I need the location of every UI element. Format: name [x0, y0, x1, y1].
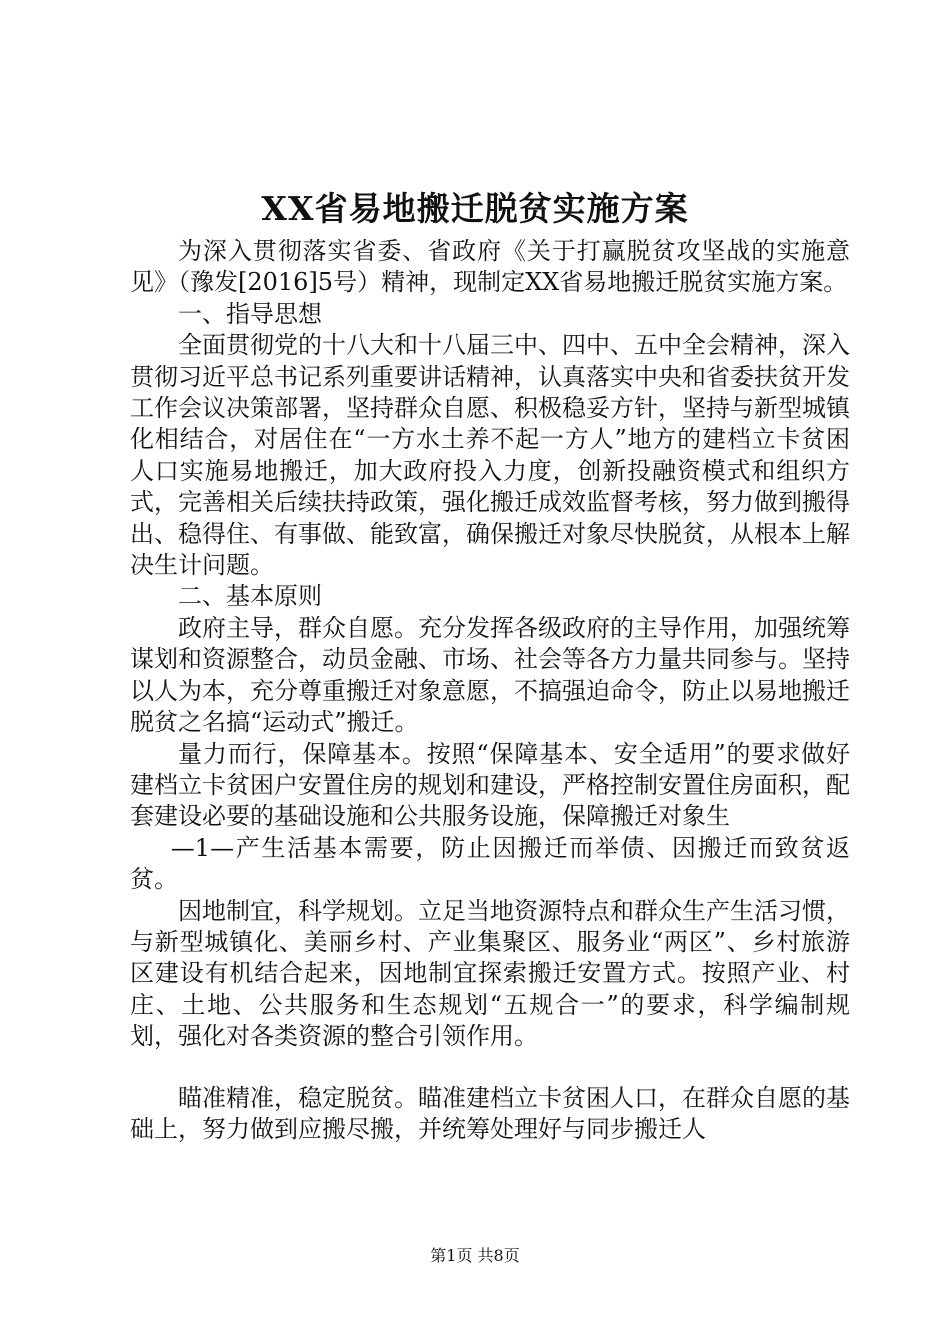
principle-paragraph-local-conditions: 因地制宜，科学规划。立足当地资源特点和群众生产生活习惯，与新型城镇化、美丽乡村、产业集聚区、服务业“两区”、乡村旅游区建设有机结合起来，因地制宜探索搬迁安置方式。按照产业、村庄、土地、公共服务和生态规划“五规合一”的要求，科学编制规划，强化对各类资源的整合引领作用。 [130, 896, 850, 1051]
page-footer: 第1页 共8页 [430, 1246, 520, 1265]
document-body [130, 236, 850, 1145]
guiding-ideology-paragraph: 全面贯彻党的十八大和十八届三中、四中、五中全会精神，深入贯彻习近平总书记系列重要讲话精神，认真落实中央和省委扶贫开发工作会议决策部署，坚持群众自愿、积极稳妥方针，坚持与新型城镇化相结合，对居住在“一方水土养不起一方人”地方的建档立卡贫困人口实施易地搬迁，加大政府投入力度，创新投融资模式和组织方式，完善相关后续扶持政策，强化搬迁成效监督考核，努力做到搬得出、稳得住、有事做、能致富，确保搬迁对象尽快脱贫，从根本上解决生计问题。 [130, 331, 850, 580]
intro-paragraph: 为深入贯彻落实省委、省政府《关于打赢脱贫攻坚战的实施意见》（豫发[2016]5号）精神，现制定XX省易地搬迁脱贫实施方案。 [130, 237, 850, 297]
principle-paragraph-basic-guarantee: 量力而行，保障基本。按照“保障基本、安全适用”的要求做好建档立卡贫困户安置住房的规划和建设，严格控制安置住房面积，配套建设必要的基础设施和公共服务设施，保障搬迁对象生 [130, 739, 850, 831]
section-heading-basic-principles: 二、基本原则 [178, 582, 322, 611]
continuation-paragraph: —1—产生活基本需要，防止因搬迁而举债、因搬迁而致贫返贫。 [130, 833, 850, 894]
principle-paragraph-precise-targeting: 瞄准精准，稳定脱贫。瞄准建档立卡贫困人口，在群众自愿的基础上，努力做到应搬尽搬，并统筹处理好与同步搬迁人 [130, 1083, 850, 1143]
section-heading-guiding-ideology: 一、指导思想 [178, 299, 322, 328]
principle-paragraph-government-led: 政府主导，群众自愿。充分发挥各级政府的主导作用，加强统筹谋划和资源整合，动员金融、市场、社会等各方力量共同参与。坚持以人为本，充分尊重搬迁对象意愿，不搞强迫命令，防止以易地搬迁脱贫之名搞“运动式”搬迁。 [130, 613, 850, 737]
document-title: XX省易地搬迁脱贫实施方案 [261, 189, 689, 228]
